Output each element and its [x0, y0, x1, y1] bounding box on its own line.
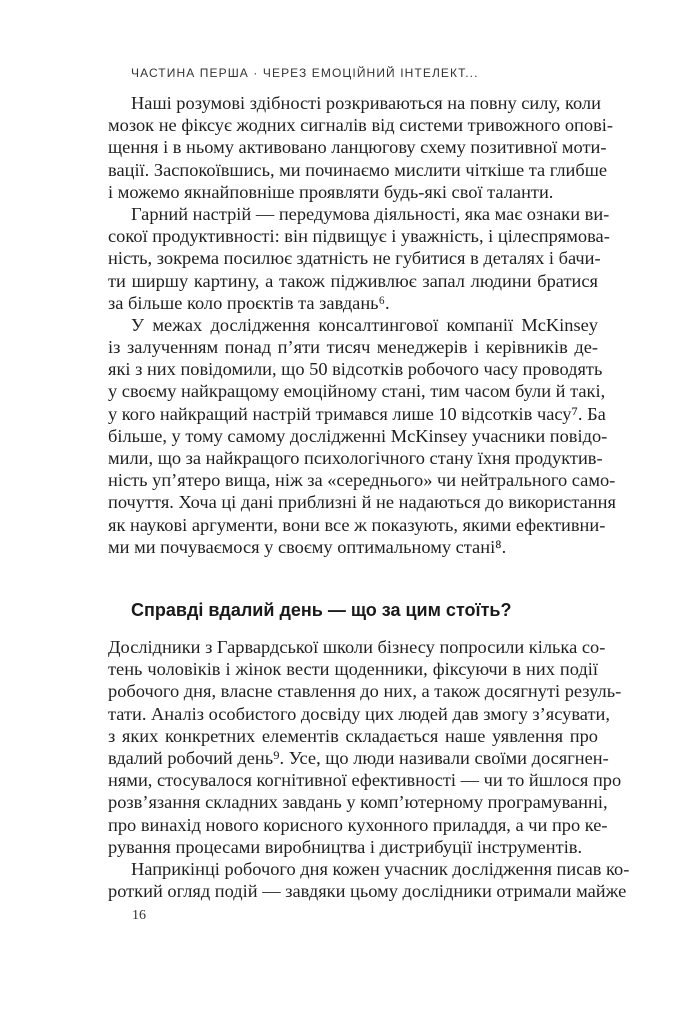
text-line: нями, стосувалося когнітивної ефективності — чи то йшлося про	[108, 770, 622, 791]
text-line: мили, що за найкращого психологічного стану їхня продуктив-	[108, 448, 603, 468]
text-line: У межах дослідження консалтингової компанії McKinsey	[131, 314, 598, 335]
section-heading: Справді вдалий день — що за цим стоїть?	[131, 600, 512, 620]
text-line: які з них повідомили, що 50 відсотків робочого часу проводять	[108, 359, 603, 380]
text-line: тень чоловіків і жінок вести щоденники, фіксуючи в них події	[108, 659, 598, 680]
text-line: ність, зокрема посилює здатність не губитися в деталях і бачи-	[108, 248, 601, 269]
text-line: більше, у тому самому дослідженні McKinsey учасники повідо-	[108, 425, 608, 446]
page-number: 16	[132, 908, 146, 923]
text-line: як наукові аргументи, вони все ж показують, якими ефективни-	[108, 514, 606, 535]
running-head: ЧАСТИНА ПЕРША · ЧЕРЕЗ ЕМОЦІЙНИЙ ІНТЕЛЕКТ...	[131, 66, 479, 80]
text-line: почуття. Хоча ці дані приблизні й не надаються до використання	[108, 492, 616, 513]
text-line: про винахід нового корисного кухонного приладдя, а чи про ке-	[108, 814, 608, 835]
text-line: щення і в ньому активовано ланцюгову схему позитивної моти-	[108, 137, 607, 158]
text-line: із залученням понад п’яти тисяч менеджерів і керівників де-	[108, 337, 598, 358]
text-line: з яких конкретних елементів складається наше уявлення про	[108, 725, 598, 746]
text-line: Наприкінці робочого дня кожен учасник дослідження писав ко-	[131, 858, 630, 879]
text-line: робочого дня, власне ставлення до них, а також досягнуті резуль-	[108, 681, 622, 702]
text-line: рування процесами виробництва і дистрибуції інструментів.	[108, 836, 583, 857]
text-line: мозок не фіксує жодних сигналів від системи тривожного опові-	[108, 115, 614, 136]
body-text-section-1	[108, 92, 616, 558]
text-line: у своєму найкращому емоційному стані, тим часом були й такі,	[108, 381, 606, 402]
body-text-section-2	[108, 636, 630, 902]
text-line: тати. Аналіз особистого досвіду цих людей дав змогу з’ясувати,	[108, 703, 610, 724]
text-line: і можемо якнайповніше проявляти будь-які свої таланти.	[108, 181, 554, 202]
text-line: ти ширшу картину, а також підживлює запал людини братися	[108, 270, 598, 291]
text-line: вації. Заспокоївшись, ми починаємо мислити чіткіше та глибше	[108, 159, 608, 180]
text-line: сокої продуктивності: він підвищує і уважність, і цілеспрямова-	[108, 226, 610, 247]
text-line: ність уп’ятеро вища, ніж за «середнього» чи нейтрального само-	[108, 470, 616, 491]
text-line: ми ми почуваємося у своєму оптимальному стані⁸.	[108, 536, 507, 557]
text-line: Дослідники з Гарвардської школи бізнесу попросили кілька со-	[108, 637, 606, 657]
text-line: Гарний настрій — передумова діяльності, яка має ознаки ви-	[131, 203, 610, 224]
text-line: роткий огляд подій — завдяки цьому дослідники отримали майже	[108, 881, 627, 902]
text-line: за більше коло проєктів та завдань⁶.	[108, 292, 390, 313]
text-line: Наші розумові здібності розкриваються на повну силу, коли	[131, 93, 601, 113]
text-line: розв’язання складних завдань у комп’ютерному програмуванні,	[108, 792, 608, 813]
text-line: вдалий робочий день⁹. Усе, що люди називали своїми досягнен-	[108, 747, 609, 768]
text-line: у кого найкращий настрій тримався лише 10 відсотків часу⁷. Ба	[108, 403, 606, 424]
